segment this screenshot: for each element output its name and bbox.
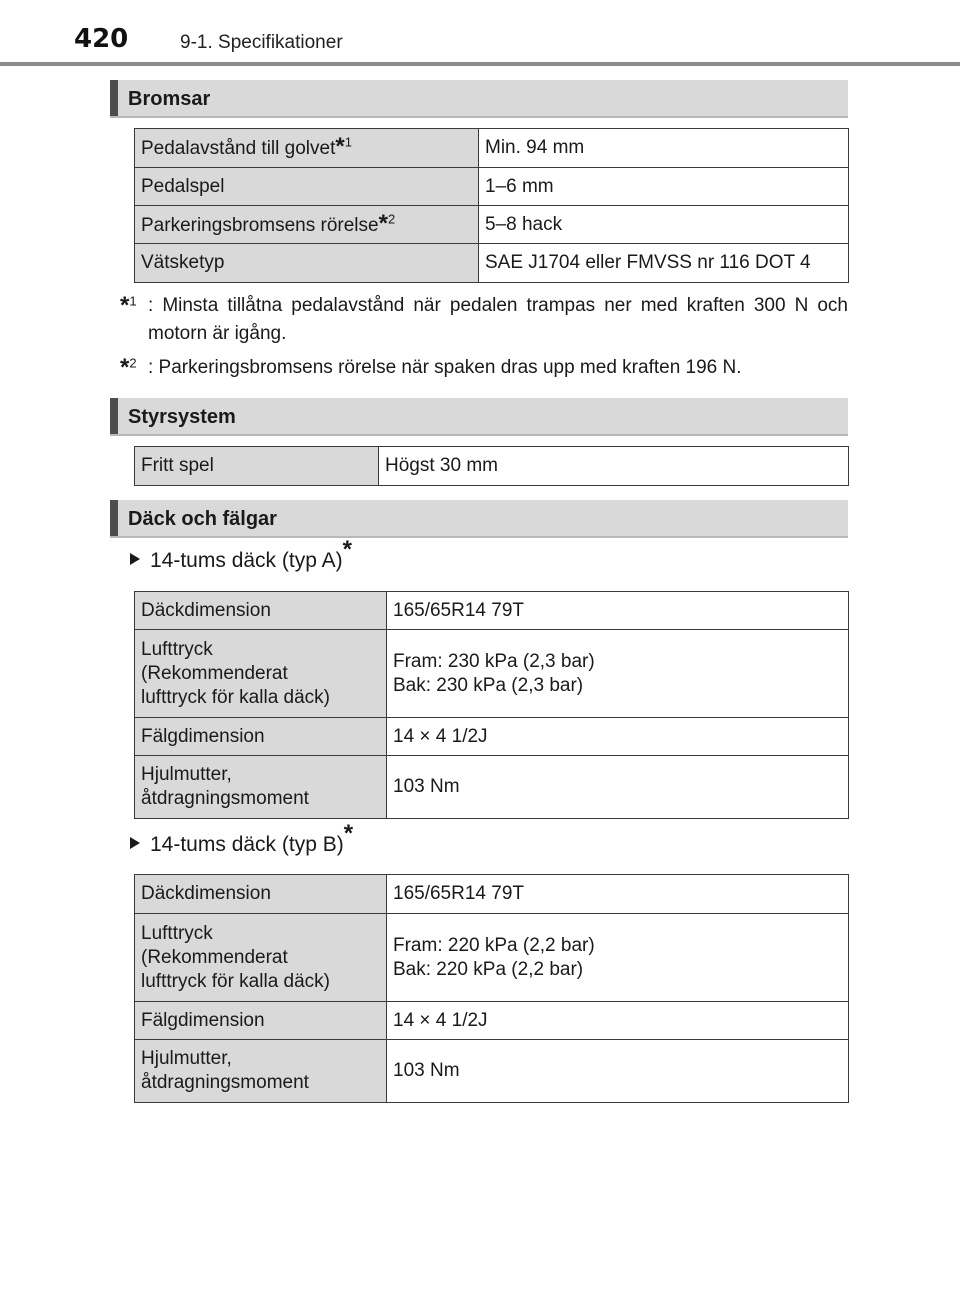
- table-row: [135, 1040, 849, 1103]
- page-number: 420: [74, 24, 129, 54]
- table-label-cell: Vätsketyp: [135, 244, 479, 283]
- table-label-cell: Parkeringsbromsens rörelse*$^2$: [135, 206, 479, 244]
- asterisk-mark: *: [120, 292, 130, 319]
- asterisk-mark: *: [378, 209, 388, 237]
- table-label-cell: Däckdimension: [135, 875, 387, 914]
- table-label-cell: Fritt spel: [135, 447, 379, 486]
- triangle-bullet-icon: [130, 553, 140, 565]
- section-title: Däck och fälgar: [128, 508, 277, 530]
- table-value-cell: Min. 94 mm: [479, 129, 849, 168]
- table-row: [135, 168, 849, 206]
- section-title: Bromsar: [128, 88, 211, 110]
- table-value-cell: Fram: 220 kPa (2,2 bar) Bak: 220 kPa (2,2 bar): [387, 914, 849, 1002]
- table-row: [135, 875, 849, 914]
- styrsystem-table: [134, 446, 849, 486]
- table-row: [135, 244, 849, 283]
- subheading-typ-b: 14-tums däck (typ B)*: [130, 830, 353, 858]
- table-row: [135, 129, 849, 168]
- table-row: [135, 630, 849, 718]
- section-underline: [110, 116, 848, 118]
- asterisk-mark: *: [342, 536, 352, 563]
- table-label-cell: Däckdimension: [135, 592, 387, 630]
- asterisk-mark: *: [343, 820, 354, 847]
- table-value-cell: 1–6 mm: [479, 168, 849, 206]
- section-header-bromsar: [110, 80, 848, 118]
- chapter-title: 9-1. Specifikationer: [180, 32, 343, 53]
- table-row: [135, 914, 849, 1002]
- table-value-cell: 103 Nm: [387, 756, 849, 819]
- table-value-cell: 14 × 4 1/2J: [387, 1002, 849, 1040]
- table-value-cell: 5–8 hack: [479, 206, 849, 244]
- table-label-cell: Lufttryck (Rekommenderat lufttryck för kalla däck): [135, 630, 387, 718]
- table-label-cell: Hjulmutter, åtdragningsmoment: [135, 756, 387, 819]
- asterisk-mark: *: [120, 354, 130, 381]
- table-row: [135, 206, 849, 244]
- table-value-cell: 14 × 4 1/2J: [387, 718, 849, 756]
- table-label-cell: Fälgdimension: [135, 718, 387, 756]
- table-label-cell: Pedalavstånd till golvet*$^1$: [135, 129, 479, 168]
- table-label-cell: Fälgdimension: [135, 1002, 387, 1040]
- section-header-styrsystem: [110, 398, 848, 436]
- table-row: [135, 718, 849, 756]
- footnote-text: : Minsta tillåtna pedalavstånd när pedalen trampas ner med kraften 300 N och motorn är igång.: [148, 295, 848, 344]
- section-header-dack: [110, 500, 848, 538]
- section-title: Styrsystem: [128, 406, 236, 428]
- section-underline: [110, 536, 848, 538]
- typ-a-table: [134, 591, 849, 819]
- table-value-cell: 165/65R14 79T: [387, 875, 849, 914]
- footnote-text: : Parkeringsbromsens rörelse när spaken dras upp med kraften 196 N.: [148, 357, 742, 378]
- table-label-cell: Pedalspel: [135, 168, 479, 206]
- footnote-1: *$^1$ : Minsta tillåtna pedalavstånd när pedalen trampas ner med kraften 300 N och motorn är igång.: [120, 292, 848, 352]
- table-value-cell: Högst 30 mm: [379, 447, 849, 486]
- page-header: [0, 0, 960, 68]
- header-rule: [0, 62, 960, 66]
- table-label-cell: Lufttryck (Rekommenderat lufttryck för kalla däck): [135, 914, 387, 1002]
- table-value-cell: 165/65R14 79T: [387, 592, 849, 630]
- asterisk-mark: *: [335, 133, 345, 160]
- footnote-2: *$^2$ : Parkeringsbromsens rörelse när spaken dras upp med kraften 196 N.: [120, 354, 848, 384]
- table-row: [135, 447, 849, 486]
- typ-b-table: [134, 874, 849, 1103]
- table-row: [135, 1002, 849, 1040]
- table-label-cell: Hjulmutter, åtdragningsmoment: [135, 1040, 387, 1103]
- table-value-cell: Fram: 230 kPa (2,3 bar) Bak: 230 kPa (2,3 bar): [387, 630, 849, 718]
- section-underline: [110, 434, 848, 436]
- triangle-bullet-icon: [130, 837, 140, 849]
- bromsar-table: [134, 128, 849, 283]
- table-value-cell: SAE J1704 eller FMVSS nr 116 DOT 4: [479, 244, 849, 283]
- table-row: [135, 592, 849, 630]
- table-row: [135, 756, 849, 819]
- table-value-cell: 103 Nm: [387, 1040, 849, 1103]
- subheading-typ-a: 14-tums däck (typ A)*: [130, 546, 352, 574]
